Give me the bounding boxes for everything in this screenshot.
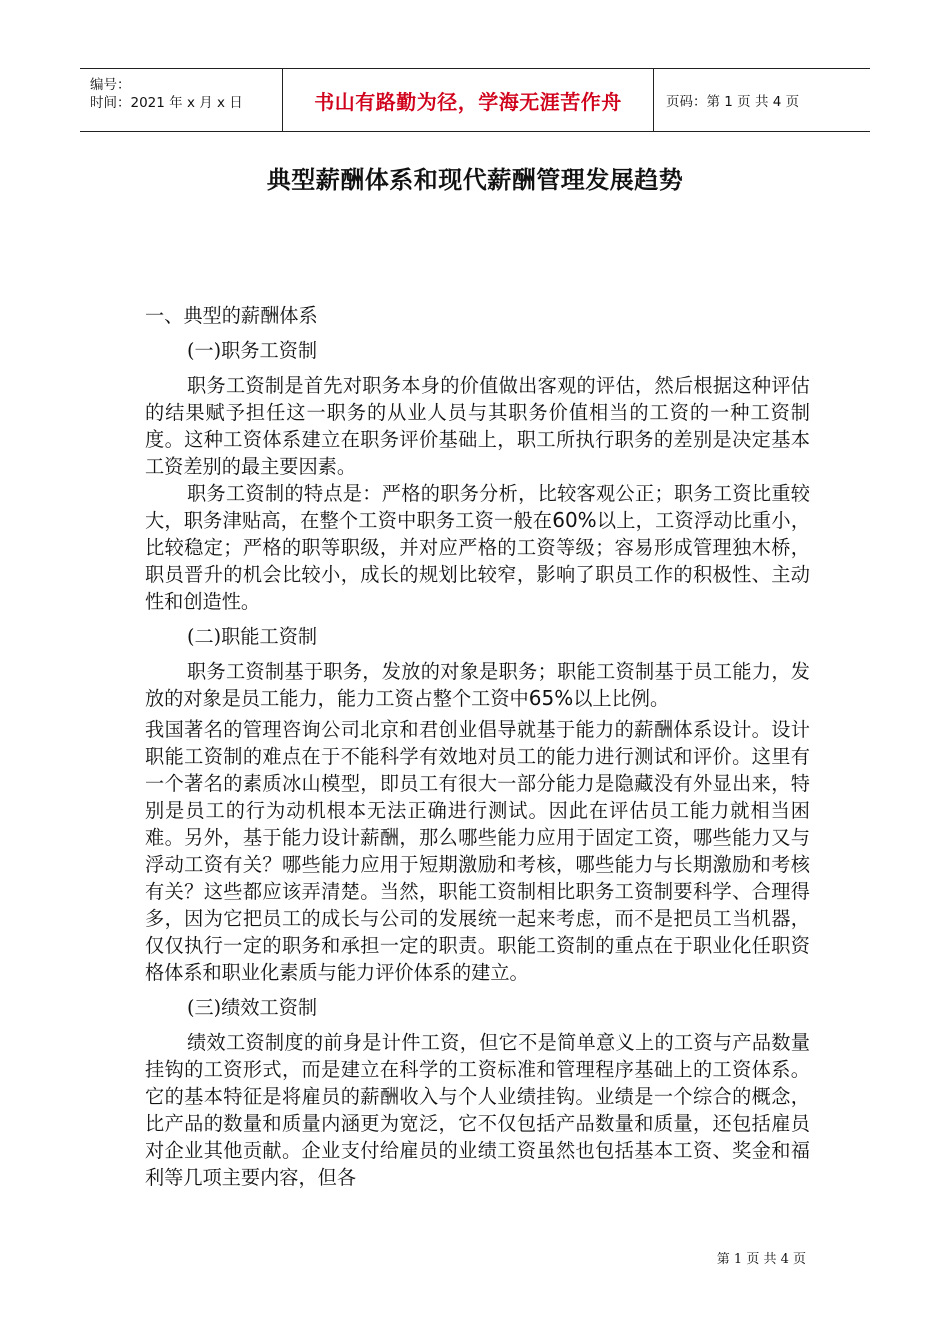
- section-heading: 一、典型的薪酬体系: [145, 304, 318, 327]
- paragraph-text: 以上比例。: [573, 687, 670, 710]
- percent-value: 60%: [552, 508, 597, 532]
- document-body: [145, 300, 810, 1191]
- page-footer: 第 1 页 共 4 页: [716, 1252, 806, 1267]
- header-motto: 书山有路勤为径，学海无涯苦作舟: [283, 69, 654, 131]
- subsection-heading: (二)职能工资制: [187, 625, 318, 648]
- paragraph-text: 职务工资制的特点是：严格的职务分析，比较客观公正；职务工资比重较大，职务津贴高，在整个工资中职务工资一般在: [145, 482, 810, 532]
- document-time-label: 时间：2021 年 x 月 x 日: [90, 95, 243, 111]
- paragraph: [145, 480, 810, 615]
- subsection-heading: (一)职务工资制: [187, 339, 318, 362]
- document-header: [80, 68, 870, 132]
- header-page-code: 页码：第 1 页 共 4 页: [666, 94, 800, 110]
- paragraph: 绩效工资制度的前身是计件工资，但它不是简单意义上的工资与产品数量挂钩的工资形式，而是建立在科学的工资标准和管理程序基础上的工资体系。它的基本特征是将雇员的薪酬收入与个人业绩挂钩。业绩是一个综合的概念，比产品的数量和质量内涵更为宽泛，它不仅包括产品数量和质量，还包括雇员对企业其他贡献。企业支付给雇员的业绩工资虽然也包括基本工资、奖金和福利等几项主要内容，但各: [145, 1031, 810, 1189]
- subsection-heading: (三)绩效工资制: [187, 996, 318, 1019]
- paragraph: [145, 658, 810, 712]
- paragraph-text: 职务工资制基于职务，发放的对象是职务；职能工资制基于员工能力，发放的对象是员工能力，能力工资占整个工资中: [145, 660, 810, 710]
- paragraph: 职务工资制是首先对职务本身的价值做出客观的评估，然后根据这种评估的结果赋予担任这一职务的从业人员与其职务价值相当的工资的一种工资制度。这种工资体系建立在职务评价基础上，职工所执行职务的差别是决定基本工资差别的最主要因素。: [145, 374, 810, 478]
- percent-value: 65%: [528, 686, 574, 710]
- paragraph: 我国著名的管理咨询公司北京和君创业倡导就基于能力的薪酬体系设计。设计职能工资制的难点在于不能科学有效地对员工的能力进行测试和评价。这里有一个著名的素质冰山模型，即员工有很大一部分能力是隐藏没有外显出来，特别是员工的行为动机根本无法正确进行测试。因此在评估员工能力就相当困难。另外，基于能力设计薪酬，那么哪些能力应用于固定工资，哪些能力又与浮动工资有关？哪些能力应用于短期激励和考核，哪些能力与长期激励和考核有关？这些都应该弄清楚。当然，职能工资制相比职务工资制要科学、合理得多，因为它把员工的成长与公司的发展统一起来考虑，而不是把员工当机器，仅仅执行一定的职务和承担一定的职责。职能工资制的重点在于职业化任职资格体系和职业化素质与能力评价体系的建立。: [145, 718, 810, 984]
- document-number-label: 编号：: [90, 77, 131, 93]
- paragraph-text: 以上，工资浮动比重小，比较稳定；严格的职等职级，并对应严格的工资等级；容易形成管理独木桥，职员晋升的机会比较小，成长的规划比较窄，影响了职员工作的积极性、主动性和创造性。: [145, 509, 810, 613]
- document-title: 典型薪酬体系和现代薪酬管理发展趋势: [266, 166, 684, 194]
- header-meta-cell: [80, 69, 283, 131]
